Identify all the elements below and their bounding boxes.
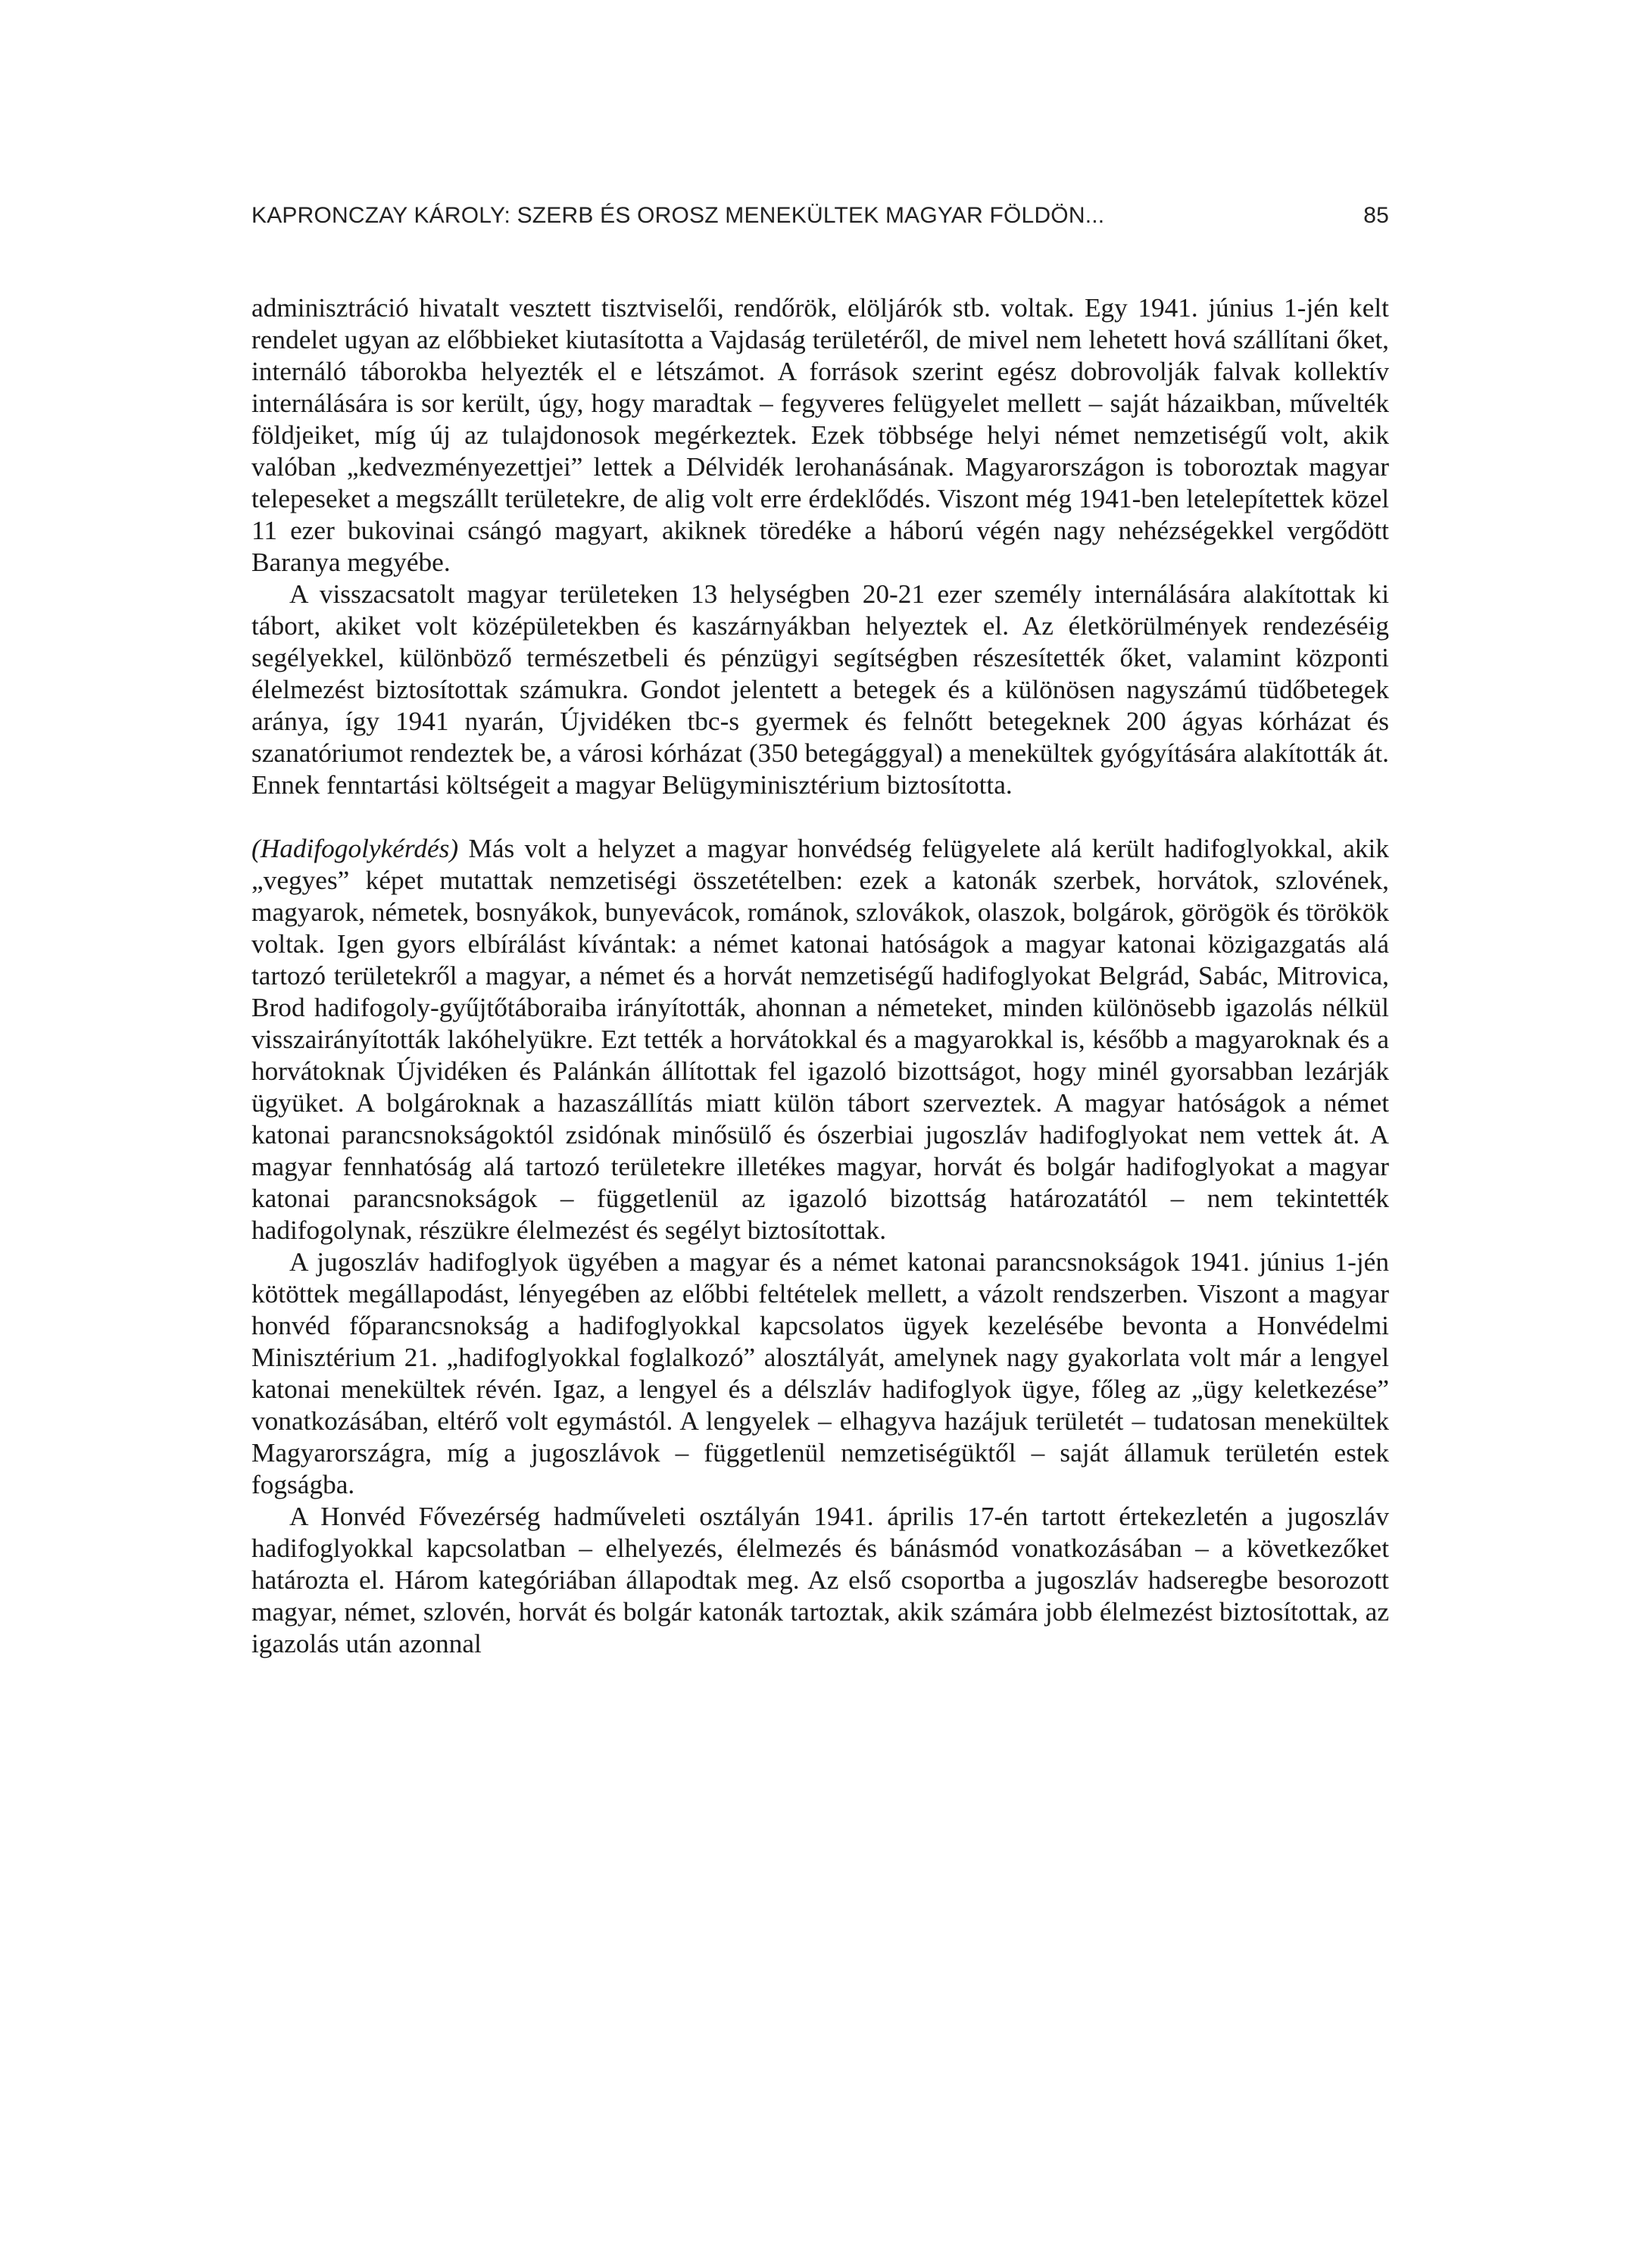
section-paragraph bbox=[251, 833, 1389, 1246]
paragraph: A jugoszláv hadifoglyok ügyében a magyar és a német katonai parancsnokságok 1941. június 1-jén kötöttek megállapodást, lényegében az előbbi feltételek mellett, a vázolt rendszerben. Viszont a magyar honvéd főparancsnokság a hadifoglyokkal kapcsolatos ügyek kezelésébe bevonta a Honvédelmi Minisztérium 21. „hadifoglyokkal foglalkozó” alosztályát, amelynek nagy gyakorlata volt már a lengyel katonai menekültek révén. Igaz, a lengyel és a délszláv hadifoglyok ügye, főleg az „ügy keletkezése” vonatkozásában, eltérő volt egymástól. A lengyelek – elhagyva hazájuk területét – tudatosan menekültek Magyarországra, míg a jugoszlávok – függetlenül nemzetiségüktől – saját államuk területén estek fogságba. bbox=[251, 1247, 1389, 1499]
paragraph: A visszacsatolt magyar területeken 13 helységben 20-21 ezer személy internálására alakítottak ki tábort, akiket volt középületekben és kaszárnyákban helyeztek el. Az életkörülmények rendezéséig segélyekkel, különböző természetbeli és pénzügyi segítségben részesítették őket, valamint központi élelmezést biztosítottak számukra. Gondot jelentett a betegek és a különösen nagyszámú tüdőbetegek aránya, így 1941 nyarán, Újvidéken tbc-s gyermek és felnőtt betegeknek 200 ágyas kórházat és szanatóriumot rendeztek be, a városi kórházat (350 betegággyal) a menekültek gyógyítására alakították át. Ennek fenntartási költségeit a magyar Belügyminisztérium biztosította. bbox=[251, 579, 1389, 800]
section-label: (Hadifogolykérdés) bbox=[251, 834, 459, 863]
running-header-title: KAPRONCZAY KÁROLY: SZERB ÉS OROSZ MENEKÜLTEK MAGYAR FÖLDÖN... bbox=[251, 203, 1105, 228]
section-paragraph-text: Más volt a helyzet a magyar honvédség felügyelete alá került hadifoglyokkal, akik „vegyes” képet mutattak nemzetiségi összetételben: ezek a katonák szerbek, horvátok, szlovének, magyarok, németek, bosnyákok, bunyevácok, románok, szlovákok, olaszok, bolgárok, görögök és törökök voltak. Igen gyors elbírálást kívántak: a német katonai hatóságok a magyar katonai közigazgatás alá tartozó területekről a magyar, a német és a horvát nemzetiségű hadifoglyokat Belgrád, Sabác, Mitrovica, Brod hadifogoly-gyűjtőtáboraiba irányították, ahonnan a németeket, minden különösebb igazolás nélkül visszairányították lakóhelyükre. Ezt tették a horvátokkal és a magyarokkal is, később a magyaroknak és a horvátoknak Újvidéken és Palánkán állítottak fel igazoló bizottságot, hogy minél gyorsabban lezárják ügyüket. A bolgároknak a hazaszállítás miatt külön tábort szerveztek. A magyar hatóságok a német katonai parancsnokságoktól zsidónak minősülő és ószerbiai jugoszláv hadifoglyokat nem vettek át. A magyar fennhatóság alá tartozó területekre illetékes magyar, horvát és bolgár hadifoglyokat a magyar katonai parancsnokságok – függetlenül az igazoló bizottság határozatától – nem tekintették hadifogolynak, részükre élelmezést és segélyt biztosítottak. bbox=[251, 834, 1389, 1245]
paragraph: adminisztráció hivatalt vesztett tisztviselői, rendőrök, elöljárók stb. voltak. Egy 1941. június 1-jén kelt rendelet ugyan az előbbieket kiutasította a Vajdaság területéről, de mivel nem lehetett hová szállítani őket, internáló táborokba helyezték el e létszámot. A források szerint egész dobrovolják falvak kollektív internálására is sor került, úgy, hogy maradtak – fegyveres felügyelet mellett – saját házaikban, művelték földjeiket, míg új az tulajdonosok megérkeztek. Ezek többsége helyi német nemzetiségű volt, akik valóban „kedvezményezettjei” lettek a Délvidék lerohanásának. Magyarországon is toboroztak magyar telepeseket a megszállt területekre, de alig volt erre érdeklődés. Viszont még 1941-ben letelepítettek közel 11 ezer bukovinai csángó magyart, akiknek töredéke a háború végén nagy nehézségekkel vergődött Baranya megyébe. bbox=[251, 293, 1389, 577]
paragraph: A Honvéd Fővezérség hadműveleti osztályán 1941. április 17-én tartott értekezletén a jugoszláv hadifoglyokkal kapcsolatban – elhelyezés, élelmezés és bánásmód vonatkozásában – a következőket határozta el. Három kategóriában állapodtak meg. Az első csoportba a jugoszláv hadseregbe besorozott magyar, német, szlovén, horvát és bolgár katonák tartoztak, akik számára jobb élelmezést biztosítottak, az igazolás után azonnal bbox=[251, 1502, 1389, 1658]
body-text bbox=[251, 292, 1389, 1660]
running-header bbox=[251, 203, 1389, 236]
page-number: 85 bbox=[1363, 203, 1389, 228]
